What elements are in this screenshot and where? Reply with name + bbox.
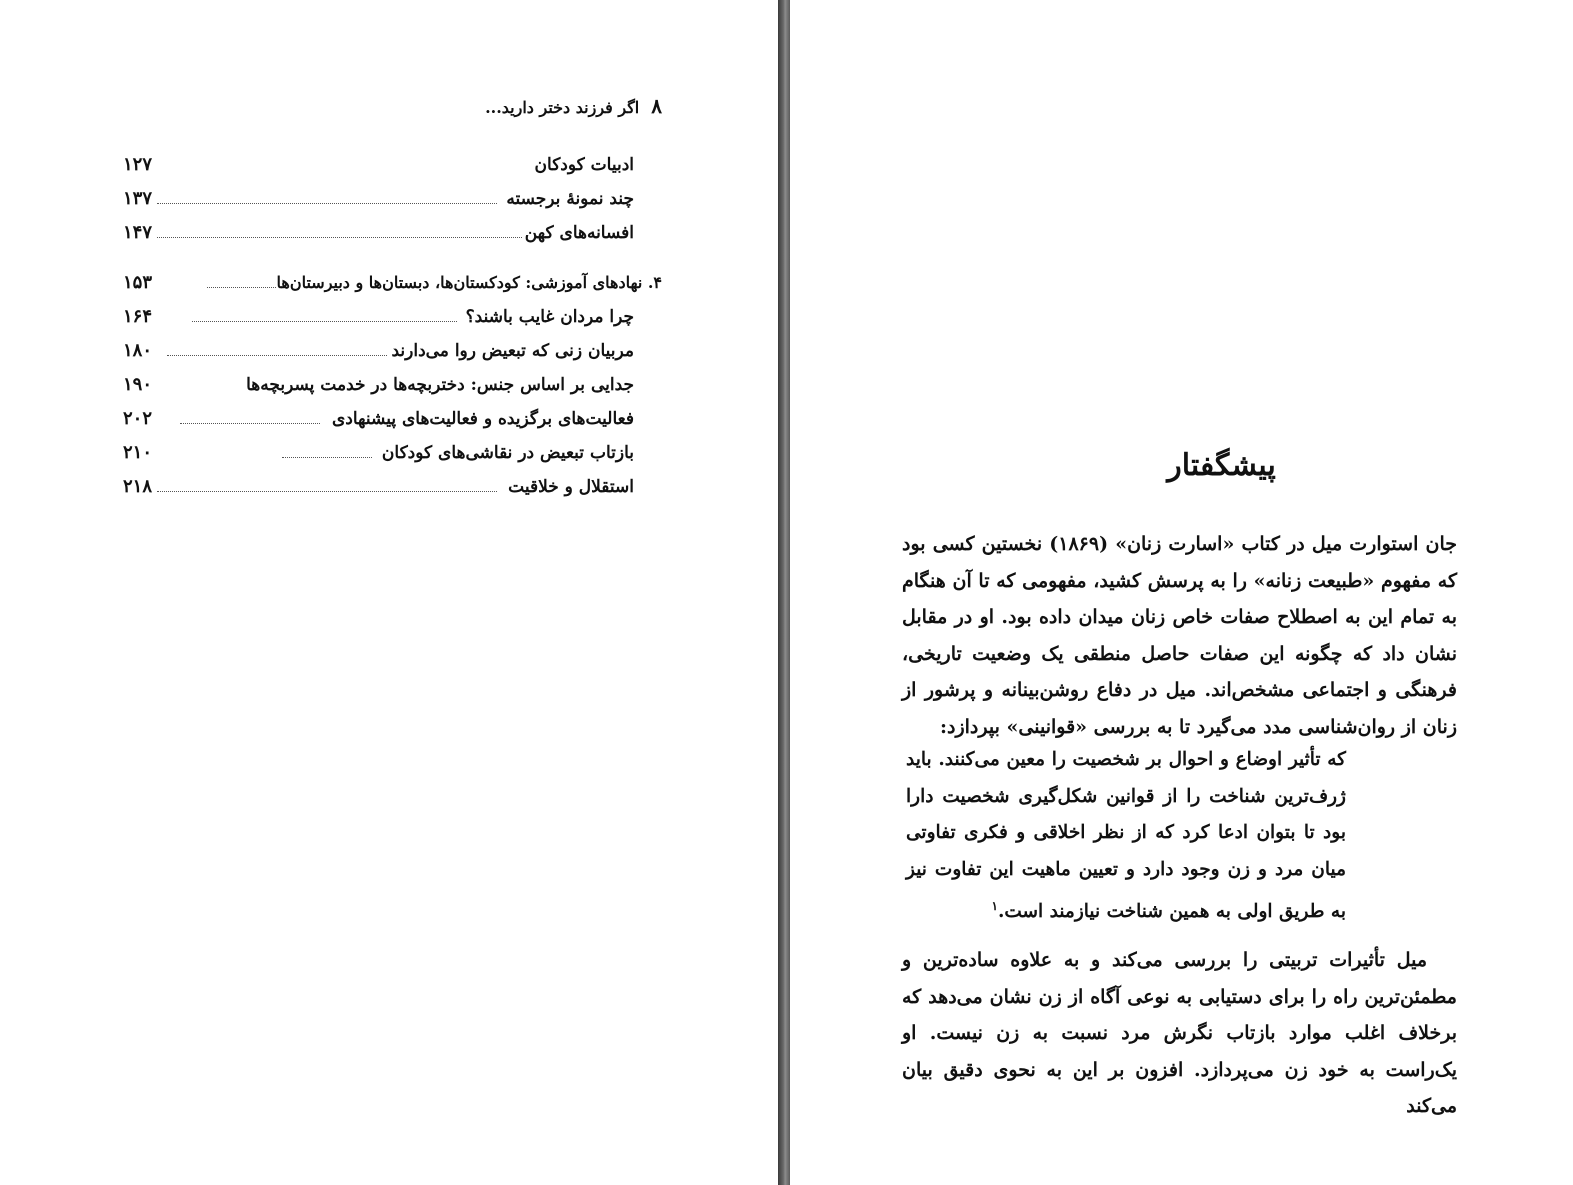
toc-entry [112,438,662,468]
preface-paragraph-1: جان استوارت میل در کتاب «اسارت زنان» (۱۸۶۹) نخستین کسی بود که مفهوم «طبیعت زنانه» را به پرسش کشید، مفهومی که تا آن هنگام به تمام این به اصطلاح صفات خاص زنان میدان داده بود. او در مقابل نشان داد که چگونه این صفات حاصل منطقی یک وضعیت تاریخی، فرهنگی و اجتماعی مشخص‌اند. میل در دفاع روشن‌بینانه و پرشور از زنان از روان‌شناسی مدد می‌گیرد تا به بررسی «قوانینی» بپردازد: [902,533,1457,738]
toc-page-number: ۱۶۴ [122,306,152,327]
toc-entry-title: بازتاب تبعیض در نقاشی‌های کودکان [382,438,634,468]
toc-leader-dots [157,237,522,238]
footnote-marker: ۱ [991,899,998,913]
toc-page-number: ۱۵۳ [122,272,152,293]
running-header-title: اگر فرزند دختر دارید... [485,98,640,117]
right-page [790,0,1573,1185]
toc-section-entry [112,268,662,298]
toc-page-number: ۱۸۰ [122,340,152,361]
toc-page-number: ۱۹۰ [122,374,152,395]
toc-leader-dots [167,355,387,356]
page-number: ۸ [651,94,662,118]
toc-entry [112,218,662,248]
toc-page-number: ۲۱۸ [122,476,152,497]
toc-entry-title: ادبیات کودکان [535,150,634,180]
left-page [0,0,778,1185]
toc-entry [112,472,662,502]
toc-entry-title: استقلال و خلاقیت [508,472,634,502]
toc-leader-dots [157,491,497,492]
toc-entry-title: چند نمونهٔ برجسته [506,184,634,214]
toc-entry-title: جدایی بر اساس جنس: دختربچه‌ها در خدمت پسربچه‌ها [246,370,634,400]
preface-paragraph-2: میل تأثیرات تربیتی را بررسی می‌کند و به علاوه ساده‌ترین و مطمئن‌ترین راه را برای دستیابی به نوعی آگاه از زن نشان می‌دهد که برخلاف اغلب موارد بازتاب نگرش مرد نسبت به زن نیست. او یک‌راست به خود زن می‌پردازد. افزون بر این به نحوی دقیق بیان می‌کند [902,949,1457,1117]
toc-entry-title: مربیان زنی که تبعیض روا می‌دارند [391,336,634,366]
book-gutter [778,0,790,1185]
toc-page-number: ۱۳۷ [122,188,152,209]
toc-entry [112,404,662,434]
block-quote [906,742,1346,931]
toc-entry-title: ۴. نهادهای آموزشی: کودکستان‌ها، دبستان‌ها و دبیرستان‌ها [277,268,662,298]
running-header [485,94,662,118]
toc-leader-dots [180,423,320,424]
toc-page-number: ۱۴۷ [122,222,152,243]
preface-heading: پیشگفتار [1167,448,1276,483]
block-quote-text: که تأثیر اوضاع و احوال بر شخصیت را معین می‌کنند. باید ژرف‌ترین شناخت را از قوانین شکل‌گیری شخصیت دارا بود تا بتوان ادعا کرد که از نظر اخلاقی و فکری تفاوتی میان مرد و زن وجود دارد و تعیین ماهیت این تفاوت نیز به طریق اولی به همین شناخت نیازمند است. [906,749,1346,923]
toc-entry-title: افسانه‌های کهن [525,218,634,248]
toc-leader-dots [282,457,372,458]
toc-entry [112,336,662,366]
toc-entry [112,184,662,214]
toc-entry-title: فعالیت‌های برگزیده و فعالیت‌های پیشنهادی [332,404,634,434]
toc-page-number: ۲۱۰ [122,442,152,463]
toc-entry [112,150,662,180]
toc-leader-dots [157,203,497,204]
toc-leader-dots [192,321,457,322]
toc-entry-title: چرا مردان غایب باشند؟ [466,302,634,332]
toc-entry [112,370,662,400]
toc-entry [112,302,662,332]
toc-page-number: ۱۲۷ [122,154,152,175]
toc-page-number: ۲۰۲ [122,408,152,429]
